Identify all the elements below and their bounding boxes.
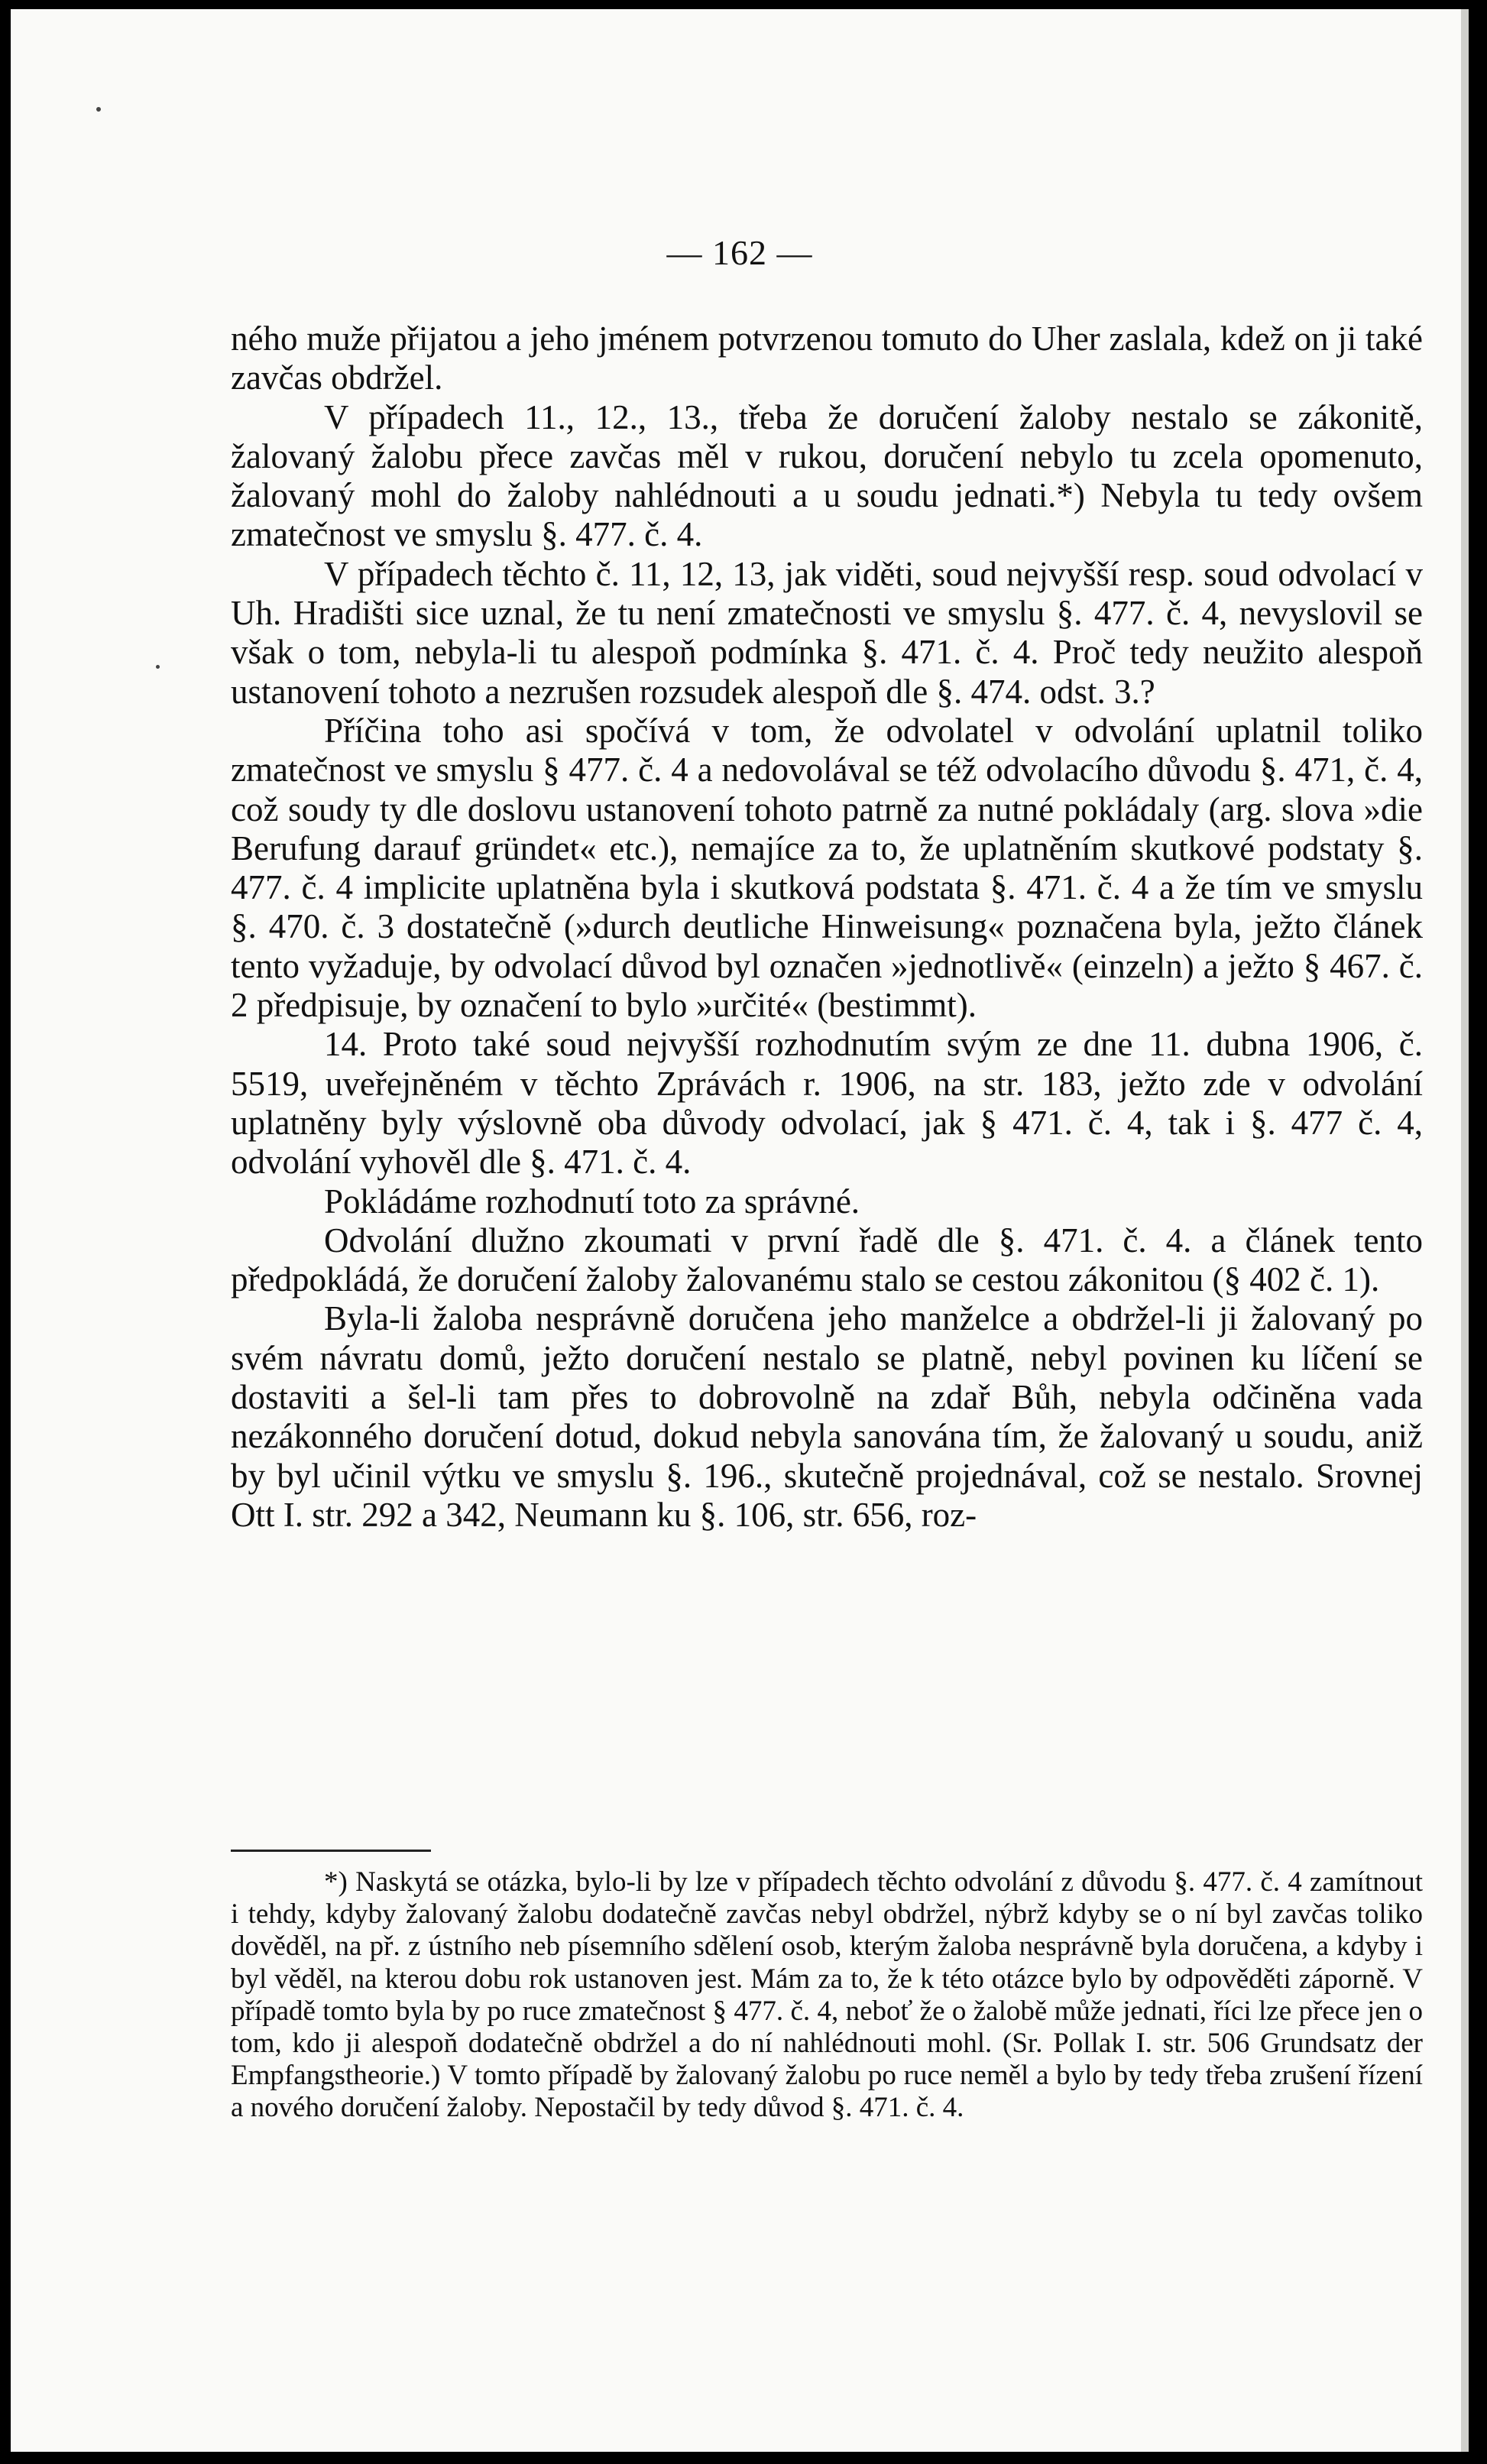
footnote-text: *) Naskytá se otázka, bylo-li by lze v případech těchto odvolání z důvodu §. 477. č. 4 zamítnout i tehdy, kdyby žalovaný žalobu dodatečně zavčas nebyl obdržel, nýbrž kdyby se o ní byl zavčas toliko dověděl, na př. z ústního neb písemního sdělení osob, kterým žaloba nesprávně byla doručena, a kdyby i byl věděl, na kterou dobu rok ustanoven jest. Mám za to, že k této otázce bylo by odpověděti záporně. V případě tomto byla by po ruce zmatečnost § 477. č. 4, neboť že o žalobě může jednati, říci lze přece jen o tom, kdo ji alespoň dodatečně obdržel a do ní nahlédnouti mohl. (Sr. Pollak I. str. 506 Grundsatz der Empfangstheorie.) V tomto případě by žalovaný žalobu po ruce neměl a bylo by tedy třeba zrušení řízení a nového doručení žaloby. Nepostačil by tedy důvod §. 471. č. 4.	[231, 1866, 1423, 2124]
paragraph: Byla-li žaloba nesprávně doručena jeho manželce a obdržel-li ji žalovaný po svém návratu domů, ježto doručení nestalo se platně, nebyl povinen ku líčení se dostaviti a šel-li tam přes to dobrovolně na zdař Bůh, nebyla odčiněna vada nezákonného doručení dotud, dokud nebyla sanována tím, že žalovaný u soudu, aniž by byl učinil výtku ve smyslu §. 196., skutečně projednával, což se nestalo. Srovnej Ott I. str. 292 a 342, Neumann ku §. 106, str. 656, roz-	[231, 1299, 1423, 1534]
paragraph: ného muže přijatou a jeho jménem potvrzenou tomuto do Uher zaslala, kdež on ji také zavčas obdržel.	[231, 319, 1423, 397]
book-page	[11, 9, 1469, 2452]
footnote	[231, 1866, 1423, 2125]
main-text	[231, 319, 1423, 1535]
page-number: — 162 —	[666, 233, 813, 272]
print-speck	[156, 665, 160, 669]
paragraph: 14. Proto také soud nejvyšší rozhodnutím svým ze dne 11. dubna 1906, č. 5519, uveřejněném v těchto Zprávách r. 1906, na str. 183, ježto zde v odvolání uplatněny byly výslovně oba důvody odvolací, jak § 471. č. 4, tak i §. 477 č. 4, odvolání vyhověl dle §. 471. č. 4.	[231, 1025, 1423, 1182]
paragraph: Pokládáme rozhodnutí toto za správné.	[324, 1182, 860, 1221]
paragraph: V případech těchto č. 11, 12, 13, jak viděti, soud nejvyšší resp. soud odvolací v Uh. Hradišti sice uznal, že tu není zmatečnosti ve smyslu §. 477. č. 4, nevyslovil se však o tom, nebyla-li tu alespoň podmínka §. 471. č. 4. Proč tedy neužito alespoň ustanovení tohoto a nezrušen rozsudek alespoň dle §. 474. odst. 3.?	[231, 554, 1423, 711]
paragraph: Odvolání dlužno zkoumati v první řadě dle §. 471. č. 4. a článek tento předpokládá, že doručení žaloby žalovanému stalo se cestou zákonitou (§ 402 č. 1).	[231, 1221, 1423, 1299]
paragraph: Příčina toho asi spočívá v tom, že odvolatel v odvolání uplatnil toliko zmatečnost ve smyslu § 477. č. 4 a nedovolával se též odvolacího důvodu §. 471, č. 4, což soudy ty dle doslovu ustanovení tohoto patrně za nutné pokládaly (arg. slova »die Berufung darauf gründet« etc.), nemajíce za to, že uplatněním skutkové podstaty §. 477. č. 4 implicite uplatněna byla i skutková podstata §. 471. č. 4 a že tím ve smyslu §. 470. č. 3 dostatečně (»durch deutliche Hinweisung« poznačena byla, ježto článek tento vyžaduje, by odvolací důvod byl označen »jednotlivě« (einzeln) a ježto § 467. č. 2 předpisuje, by označení to bylo »určité« (bestimmt).	[231, 711, 1423, 1025]
print-speck	[96, 107, 101, 112]
footnote-divider	[231, 1850, 431, 1852]
paragraph: V případech 11., 12., 13., třeba že doručení žaloby nestalo se zákonitě, žalovaný žalobu přece zavčas měl v rukou, doručení nebylo tu zcela opomenuto, žalovaný mohl do žaloby nahlédnouti a u soudu jednati.*) Nebyla tu tedy ovšem zmatečnost ve smyslu §. 477. č. 4.	[231, 397, 1423, 554]
